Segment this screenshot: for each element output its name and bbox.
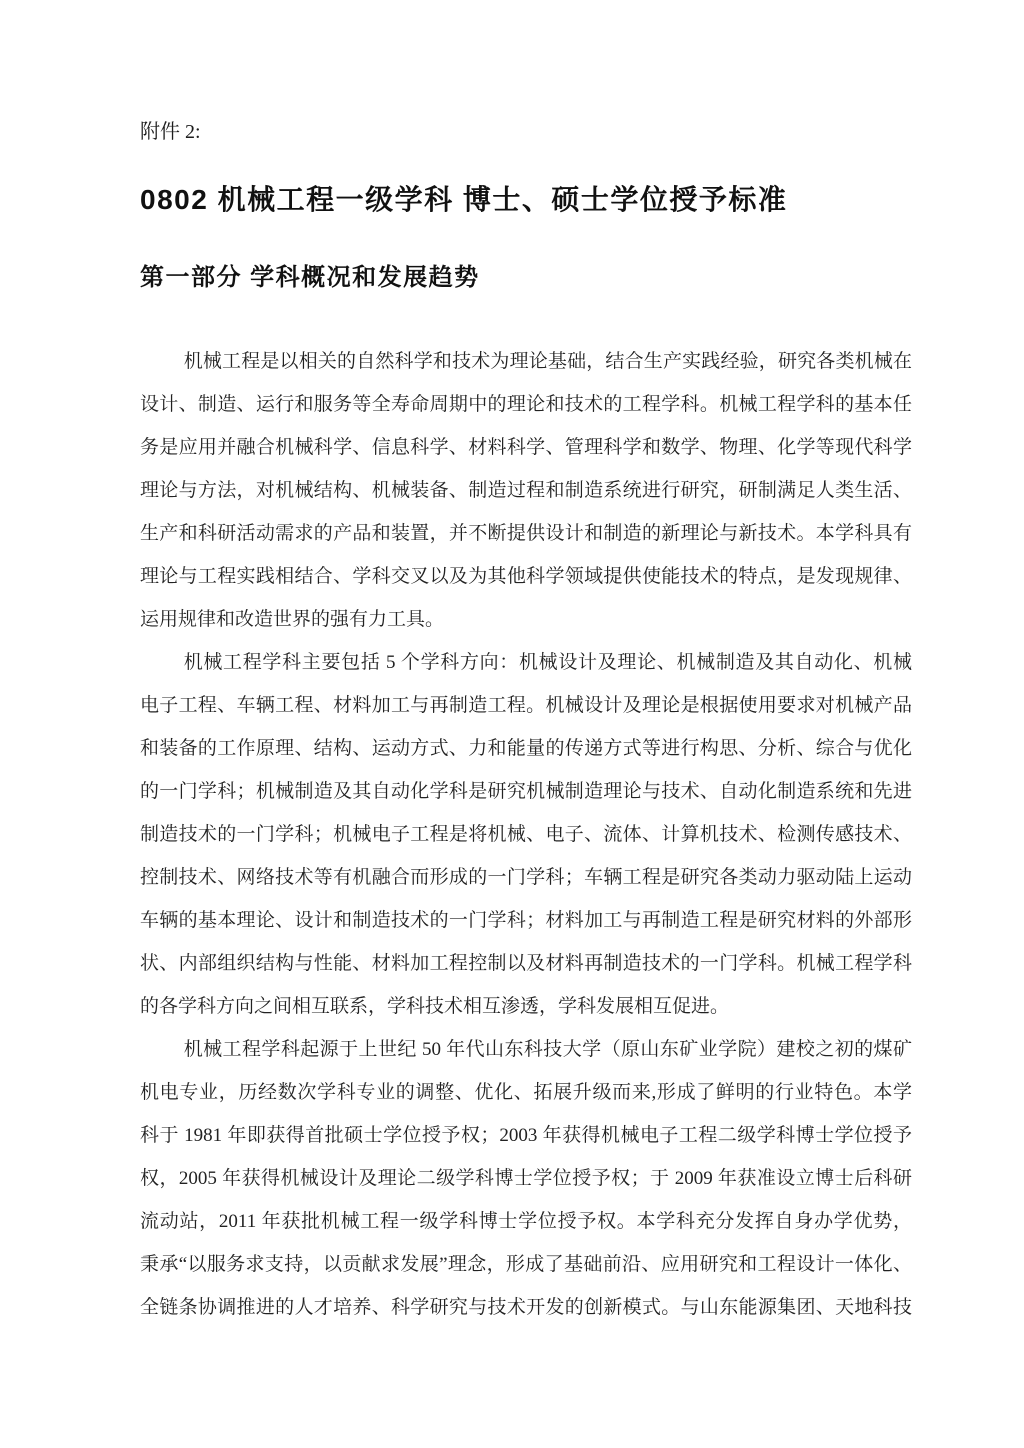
text-line: 机械工程学科主要包括 5 个学科方向：机械设计及理论、机械制造及其自动化、机械 bbox=[183, 652, 912, 673]
text-line: 权，2005 年获得机械设计及理论二级学科博士学位授予权；于 2009 年获准设立博士后科研 bbox=[140, 1168, 912, 1189]
document-body bbox=[140, 340, 912, 1329]
text-line: 制造技术的一门学科；机械电子工程是将机械、电子、流体、计算机技术、检测传感技术、 bbox=[140, 824, 912, 845]
text-line: 理论与工程实践相结合、学科交叉以及为其他科学领域提供使能技术的特点，是发现规律、 bbox=[140, 566, 912, 587]
paragraph bbox=[140, 641, 912, 1028]
text-line: 科于 1981 年即获得首批硕士学位授予权；2003 年获得机械电子工程二级学科博士学位授予 bbox=[140, 1125, 912, 1146]
text-line: 生产和科研活动需求的产品和装置，并不断提供设计和制造的新理论与新技术。本学科具有 bbox=[140, 523, 912, 544]
text-line: 运用规律和改造世界的强有力工具。 bbox=[140, 609, 445, 630]
text-line: 控制技术、网络技术等有机融合而形成的一门学科；车辆工程是研究各类动力驱动陆上运动 bbox=[140, 867, 912, 888]
text-line: 的一门学科；机械制造及其自动化学科是研究机械制造理论与技术、自动化制造系统和先进 bbox=[140, 781, 912, 802]
text-line: 状、内部组织结构与性能、材料加工程控制以及材料再制造技术的一门学科。机械工程学科 bbox=[140, 953, 912, 974]
document-title: 0802 机械工程一级学科 博士、硕士学位授予标准 bbox=[140, 184, 788, 215]
text-line: 设计、制造、运行和服务等全寿命周期中的理论和技术的工程学科。机械工程学科的基本任 bbox=[140, 394, 912, 415]
text-line: 机电专业，历经数次学科专业的调整、优化、拓展升级而来,形成了鲜明的行业特色。本学 bbox=[140, 1082, 912, 1103]
text-line: 机械工程是以相关的自然科学和技术为理论基础，结合生产实践经验，研究各类机械在 bbox=[183, 351, 912, 372]
text-line: 理论与方法，对机械结构、机械装备、制造过程和制造系统进行研究，研制满足人类生活、 bbox=[140, 480, 912, 501]
text-line: 流动站，2011 年获批机械工程一级学科博士学位授予权。本学科充分发挥自身办学优势， bbox=[140, 1211, 912, 1232]
section-heading: 第一部分 学科概况和发展趋势 bbox=[140, 264, 480, 291]
text-line: 机械工程学科起源于上世纪 50 年代山东科技大学（原山东矿业学院）建校之初的煤矿 bbox=[183, 1039, 912, 1060]
text-line: 电子工程、车辆工程、材料加工与再制造工程。机械设计及理论是根据使用要求对机械产品 bbox=[140, 695, 912, 716]
text-line: 和装备的工作原理、结构、运动方式、力和能量的传递方式等进行构思、分析、综合与优化 bbox=[140, 738, 912, 759]
text-line: 全链条协调推进的人才培养、科学研究与技术开发的创新模式。与山东能源集团、天地科技 bbox=[140, 1297, 912, 1318]
text-line: 车辆的基本理论、设计和制造技术的一门学科；材料加工与再制造工程是研究材料的外部形 bbox=[140, 910, 912, 931]
text-line: 秉承“以服务求支持，以贡献求发展”理念，形成了基础前沿、应用研究和工程设计一体化、 bbox=[140, 1254, 912, 1275]
paragraph bbox=[140, 1028, 912, 1329]
text-line: 务是应用并融合机械科学、信息科学、材料科学、管理科学和数学、物理、化学等现代科学 bbox=[140, 437, 912, 458]
paragraph bbox=[140, 340, 912, 641]
text-line: 的各学科方向之间相互联系，学科技术相互渗透，学科发展相互促进。 bbox=[140, 996, 730, 1017]
attachment-label: 附件 2: bbox=[140, 121, 201, 143]
